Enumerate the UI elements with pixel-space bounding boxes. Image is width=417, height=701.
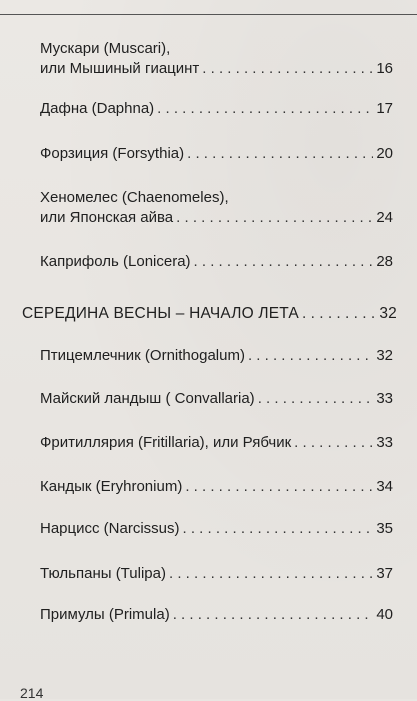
dot-leader xyxy=(194,252,374,272)
toc-entry-ornithogalum xyxy=(40,346,393,366)
toc-entry-title: или Японская айва xyxy=(40,209,174,226)
toc-entry-lonicera xyxy=(40,252,393,272)
toc-entry-primula xyxy=(40,605,393,625)
toc-entry-title: Примулы (Primula) xyxy=(40,606,170,623)
dot-leader xyxy=(183,519,374,539)
toc-entry-title: Дафна (Daphna) xyxy=(40,100,155,117)
dot-leader xyxy=(157,99,373,119)
toc-entry-title: Птицемлечник (Ornithogalum) xyxy=(40,347,245,364)
toc-section-title: СЕРЕДИНА ВЕСНЫ – НАЧАЛО ЛЕТА xyxy=(22,305,299,322)
toc-page-number: 17 xyxy=(376,100,393,117)
toc-page-number: 20 xyxy=(376,145,393,162)
toc-page-number: 37 xyxy=(376,565,393,582)
toc-entry-narcissus xyxy=(40,519,393,539)
toc-entry-title: Форзиция (Forsythia) xyxy=(40,145,185,162)
dot-leader xyxy=(294,433,373,453)
toc-page-number: 34 xyxy=(376,478,393,495)
toc-section-heading xyxy=(22,304,397,324)
toc-entry-convallaria xyxy=(40,389,393,409)
toc-page-number: 32 xyxy=(376,347,393,364)
toc-page-number: 16 xyxy=(376,60,393,77)
dot-leader xyxy=(176,208,373,228)
toc-page-number: 33 xyxy=(376,390,393,407)
dot-leader xyxy=(258,389,374,409)
toc-entry-title: Кандык (Eryhronium) xyxy=(40,478,183,495)
toc-entry-fritillaria xyxy=(40,433,393,453)
toc-entry-forsythia xyxy=(40,144,393,164)
toc-entry-daphna xyxy=(40,99,393,119)
dot-leader xyxy=(185,477,373,497)
toc-entry-tulipa xyxy=(40,564,393,584)
page-number-footer: 214 xyxy=(20,685,44,701)
dot-leader xyxy=(248,346,373,366)
toc-page-number: 35 xyxy=(376,520,393,537)
toc-entry-title: Каприфоль (Lonicera) xyxy=(40,253,191,270)
toc-entry-title: Тюльпаны (Tulipa) xyxy=(40,565,166,582)
toc-entry-title: Майский ландыш ( Convallaria) xyxy=(40,390,255,407)
toc-page-number: 32 xyxy=(379,305,397,322)
dot-leader xyxy=(202,59,373,79)
toc-entry-chaenomeles xyxy=(40,208,393,228)
toc-page-number: 24 xyxy=(376,209,393,226)
toc-entry-chaenomeles-line1: Хеномелес (Chaenomeles), xyxy=(40,189,229,206)
top-rule xyxy=(0,14,417,15)
dot-leader xyxy=(173,605,374,625)
dot-leader xyxy=(187,144,373,164)
toc-page-number: 40 xyxy=(376,606,393,623)
toc-entry-title: или Мышиный гиацинт xyxy=(40,60,200,77)
dot-leader xyxy=(302,304,376,324)
toc-entry-muscari xyxy=(40,59,393,79)
toc-entry-muscari-line1: Мускари (Muscari), xyxy=(40,40,171,57)
toc-entry-title: Нарцисс (Narcissus) xyxy=(40,520,180,537)
toc-entry-title: Фритиллярия (Fritillaria), или Рябчик xyxy=(40,434,292,451)
toc-entry-eryhronium xyxy=(40,477,393,497)
toc-page-number: 33 xyxy=(376,434,393,451)
toc-page-number: 28 xyxy=(376,253,393,270)
dot-leader xyxy=(169,564,373,584)
